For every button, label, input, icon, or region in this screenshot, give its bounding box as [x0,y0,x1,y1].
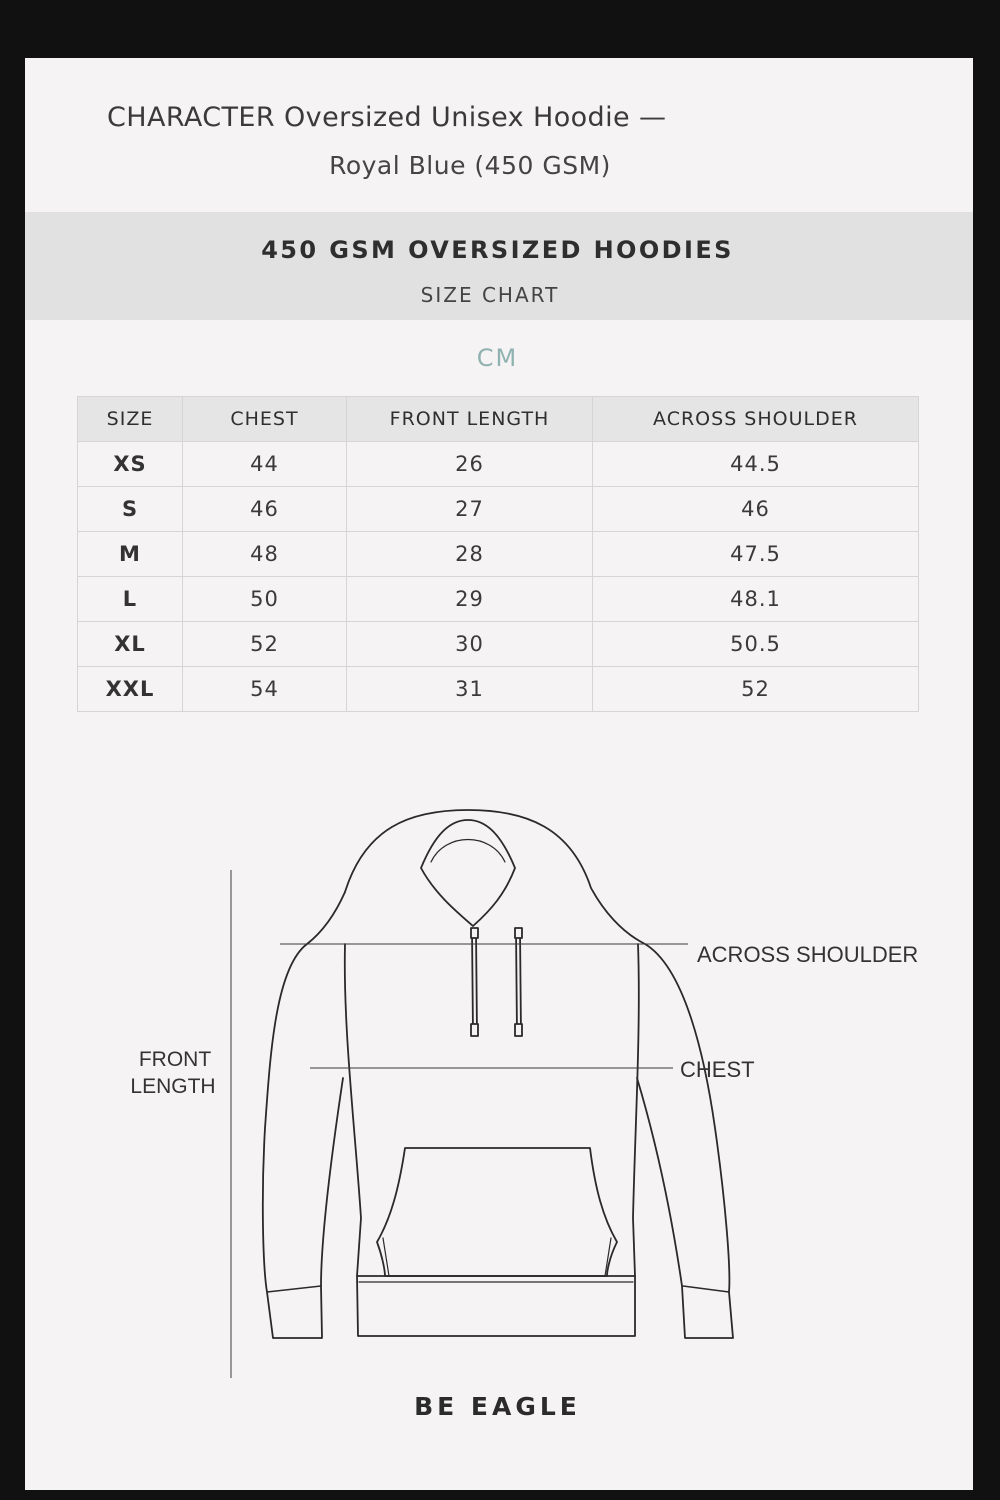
table-row [78,442,919,487]
table-row [78,487,919,532]
hood-outline [345,810,645,944]
drawstring-left [472,930,473,1034]
size-cell: XL [78,622,183,667]
chest-cell: 50 [183,577,347,622]
body-right-side [633,944,639,1276]
across-shoulder-cell: 48.1 [593,577,919,622]
kangaroo-pocket [377,1148,617,1276]
body-left-side [345,944,361,1276]
chest-cell: 48 [183,532,347,577]
table-row [78,667,919,712]
chest-label: CHEST [680,1057,755,1082]
chest-cell: 52 [183,622,347,667]
across-shoulder-label: ACROSS SHOULDER [697,942,919,967]
size-cell: S [78,487,183,532]
header-front-length: FRONT LENGTH [347,397,593,442]
right-sleeve [637,944,733,1338]
brand-logo-text: BE EAGLE [414,1392,581,1421]
size-cell: M [78,532,183,577]
header-across-shoulder: ACROSS SHOULDER [593,397,919,442]
hoodie-measurement-diagram [25,798,973,1378]
table-row [78,622,919,667]
chest-cell: 54 [183,667,347,712]
size-chart-banner [25,212,973,320]
chest-cell: 46 [183,487,347,532]
hood-inner [421,820,515,926]
across-shoulder-cell: 50.5 [593,622,919,667]
size-cell: XS [78,442,183,487]
waistband [357,1276,635,1336]
table-row [78,532,919,577]
left-sleeve [263,944,343,1338]
front-length-cell: 29 [347,577,593,622]
hood-left-edge [307,892,345,944]
front-length-label-line1: FRONT [138,1048,212,1071]
drawstring-right [516,930,517,1034]
across-shoulder-cell: 47.5 [593,532,919,577]
across-shoulder-cell: 46 [593,487,919,532]
unit-label: CM [476,344,519,372]
header-size: SIZE [78,397,183,442]
front-length-cell: 27 [347,487,593,532]
size-cell: L [78,577,183,622]
size-chart-card [25,58,973,1490]
size-cell: XXL [78,667,183,712]
table-row [78,577,919,622]
banner-title: 450 GSM OVERSIZED HOODIES [261,236,734,264]
across-shoulder-cell: 52 [593,667,919,712]
product-subtitle: Royal Blue (450 GSM) [329,151,611,180]
table-header-row [78,397,919,442]
across-shoulder-cell: 44.5 [593,442,919,487]
front-length-cell: 30 [347,622,593,667]
size-table [77,396,919,712]
front-length-cell: 31 [347,667,593,712]
product-title: CHARACTER Oversized Unisex Hoodie — [107,102,667,133]
front-length-cell: 28 [347,532,593,577]
chest-cell: 44 [183,442,347,487]
header-chest: CHEST [183,397,347,442]
front-length-label-line2: LENGTH [130,1075,216,1098]
banner-subtitle: SIZE CHART [420,283,560,307]
front-length-cell: 26 [347,442,593,487]
